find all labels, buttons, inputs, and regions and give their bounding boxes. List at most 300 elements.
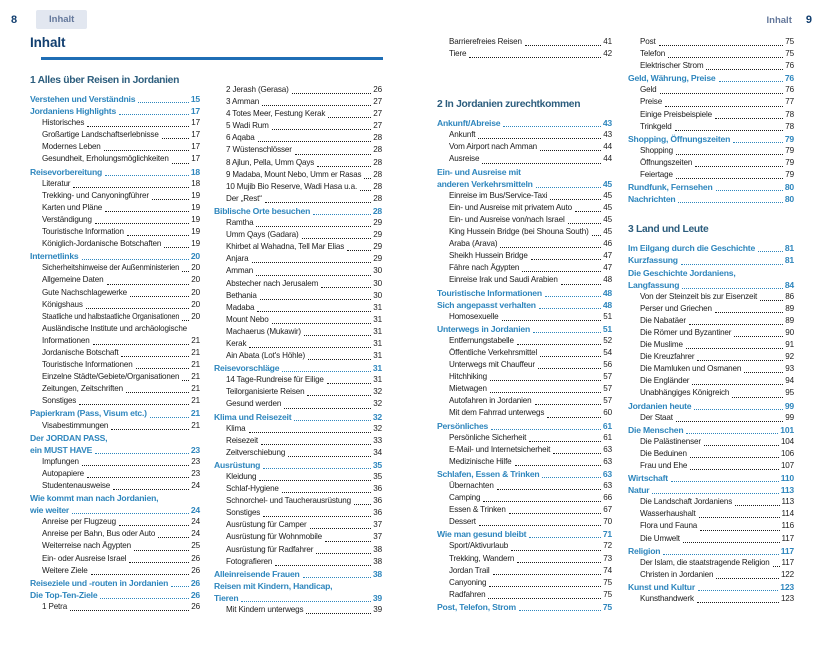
dot-leader: [288, 456, 371, 457]
dot-leader: [284, 408, 371, 409]
toc-label: Verstehen und Verständnis: [30, 94, 136, 104]
toc-entry-row: [30, 395, 200, 407]
dot-leader: [158, 537, 189, 538]
page-number: 107: [780, 461, 794, 470]
page-number: 23: [191, 456, 200, 466]
toc-label: Königlich-Jordanische Botschaften: [42, 239, 162, 249]
page-number: 23: [191, 468, 200, 478]
page-number: 43: [603, 130, 612, 140]
toc-label: Jordanische Botschaft: [42, 347, 119, 357]
dot-leader: [540, 150, 601, 151]
toc-entry-row: [628, 496, 794, 508]
toc-label: 1 Petra: [42, 601, 68, 611]
toc-label: Öffentliche Verkehrsmittel: [449, 347, 538, 357]
page-number: 31: [373, 326, 382, 336]
page-number: 76: [785, 61, 794, 71]
dot-leader: [735, 505, 779, 506]
page-number: 17: [191, 154, 200, 164]
toc-entry-row: [30, 117, 200, 129]
toc-entry-row: [628, 520, 794, 532]
toc-label: Reisezeit: [226, 435, 258, 445]
toc-section-row: [437, 420, 612, 432]
page-number: 26: [191, 553, 200, 563]
page-number: 57: [603, 372, 612, 382]
page-number: 24: [191, 529, 200, 539]
toc-entry-row: [214, 531, 382, 543]
toc-label: Die Kreuzfahrer: [640, 352, 695, 362]
toc-label: Alleinreisende Frauen: [214, 568, 300, 579]
toc-label: Die Beduinen: [640, 448, 687, 458]
toc-label: Preise: [640, 97, 663, 107]
toc-section-row: [30, 492, 200, 504]
toc-label: Kleidung: [226, 472, 257, 481]
toc-label: Ankunft/Abreise: [437, 118, 501, 129]
toc-entry-row: [214, 120, 382, 132]
toc-label: Die Mamluken und Osmanen: [640, 364, 742, 374]
page-number: 32: [372, 411, 382, 422]
dot-leader: [697, 360, 783, 361]
page-number: 21: [191, 420, 200, 430]
toc-label: Reisen mit Kindern, Handicap,: [214, 580, 333, 591]
page-number: 31: [373, 375, 382, 385]
toc-entry-row: [437, 383, 612, 395]
dot-leader: [252, 262, 372, 263]
dot-leader: [493, 574, 602, 575]
dot-leader: [282, 371, 371, 372]
right-runhead-label: Inhalt: [766, 15, 792, 26]
toc-label: Anjara: [226, 254, 249, 264]
page-number: 19: [191, 202, 200, 212]
dot-leader: [682, 288, 783, 289]
toc-entry-row: [628, 169, 794, 181]
toc-entry-row: [30, 383, 200, 395]
page-number: 63: [603, 481, 612, 490]
page-number: 44: [603, 142, 612, 152]
dot-leader: [126, 392, 189, 393]
toc-column-4: [628, 36, 794, 605]
page-number: 24: [190, 505, 200, 516]
toc-label: Die Geschichte Jordaniens,: [628, 267, 736, 278]
dot-leader: [82, 259, 189, 260]
toc-section-row: [628, 242, 794, 254]
toc-label: Kunsthandwerk: [640, 594, 694, 604]
toc-entry-row: [214, 471, 382, 483]
dot-leader: [272, 129, 372, 130]
toc-entry-row: [30, 601, 200, 613]
dot-leader: [263, 516, 371, 517]
dot-leader: [282, 492, 372, 493]
page-number: 117: [781, 533, 794, 543]
page-number: 28: [373, 157, 382, 167]
page-number: 43: [602, 118, 612, 129]
dot-leader: [93, 344, 190, 345]
page-number: 61: [603, 432, 612, 442]
toc-entry-row: [628, 96, 794, 108]
toc-label: Jordanien heute: [628, 400, 692, 411]
toc-label: Nachrichten: [628, 194, 676, 205]
page-number: 95: [785, 388, 794, 398]
page-number: 37: [373, 520, 382, 530]
toc-entry-row: [30, 129, 200, 141]
toc-entry-row: [214, 507, 382, 519]
dot-leader: [502, 320, 602, 321]
dot-leader: [308, 359, 371, 360]
toc-entry-row: [214, 350, 382, 362]
toc-entry-row: [30, 371, 200, 383]
toc-label: Anreise per Bahn, Bus oder Auto: [42, 529, 156, 539]
column-gap: [437, 60, 612, 80]
page-number: 35: [372, 459, 382, 470]
dot-leader: [364, 178, 371, 179]
toc-label: Ausrüstung für Radfahrer: [226, 544, 314, 554]
toc-label: Mietwagen: [449, 384, 487, 394]
dot-leader: [272, 323, 372, 324]
dot-leader: [706, 69, 783, 70]
toc-entry-row: [214, 338, 382, 350]
toc-entry-row: [628, 448, 794, 460]
dot-leader: [70, 610, 189, 611]
toc-label: Canyoning: [449, 577, 487, 587]
dot-leader: [675, 130, 784, 131]
toc-entry-row: [30, 274, 200, 286]
page-number: 101: [780, 424, 794, 435]
toc-entry-row: [30, 553, 200, 565]
toc-label: Jordan Trail: [449, 565, 490, 575]
dot-leader: [531, 259, 602, 260]
page-number: 78: [785, 121, 794, 131]
toc-entry-row: [30, 335, 200, 347]
page-number: 54: [603, 347, 612, 357]
toc-label: Sheikh Hussein Bridge: [449, 251, 528, 261]
toc-label: Post: [640, 37, 656, 46]
toc-entry-row: [628, 303, 794, 315]
page-number: 17: [191, 130, 200, 140]
page-number: 33: [373, 435, 382, 445]
toc-label: Ain Abata (Lot's Höhle): [226, 351, 306, 361]
dot-leader: [488, 598, 601, 599]
dot-leader: [82, 465, 189, 466]
dot-leader: [561, 284, 602, 285]
toc-label: Papierkram (Pass, Visum etc.): [30, 408, 147, 419]
toc-label: King Hussein Bridge (bei Shouna South): [449, 227, 589, 237]
dot-leader: [134, 550, 189, 551]
dot-leader: [347, 250, 371, 251]
toc-label: Feiertage: [640, 170, 673, 180]
toc-label: Trekking, Wandern: [449, 553, 515, 563]
toc-label: Informationen: [42, 335, 90, 345]
page-number: 21: [191, 384, 200, 394]
toc-label: Madaba: [226, 302, 255, 312]
toc-chapter-heading: 2 In Jordanien zurechtkommen: [437, 99, 581, 111]
toc-entry-row: [214, 169, 382, 181]
dot-leader: [127, 235, 189, 236]
toc-section-row: [214, 205, 382, 217]
toc-label: Flora und Fauna: [640, 521, 698, 531]
dot-leader: [699, 517, 780, 518]
page-number: 72: [603, 541, 612, 551]
toc-entry-row: [437, 492, 612, 504]
page-number: 19: [191, 227, 200, 237]
toc-label: Die Engländer: [640, 376, 690, 386]
toc-entry-row: [214, 84, 382, 96]
page-number: 57: [603, 396, 612, 406]
toc-column-1: [30, 74, 200, 613]
toc-entry-row: [30, 202, 200, 214]
page-number: 28: [373, 193, 382, 203]
toc-label: Tiere: [449, 49, 467, 59]
dot-leader: [328, 117, 371, 118]
dot-leader: [360, 190, 371, 191]
page-number: 29: [373, 242, 382, 252]
dot-leader: [686, 433, 778, 434]
dot-leader: [683, 542, 780, 543]
toc-section-row: [214, 568, 382, 580]
dot-leader: [478, 138, 601, 139]
page-number: 106: [780, 448, 794, 458]
dot-leader: [258, 141, 372, 142]
page-number: 45: [603, 214, 612, 224]
toc-entry-row: [30, 287, 200, 299]
toc-entry-row: [214, 302, 382, 314]
dot-leader: [490, 392, 602, 393]
toc-entry-row: [628, 157, 794, 169]
toc-label: Allgemeine Daten: [42, 275, 104, 285]
page-number: 34: [373, 447, 382, 457]
toc-entry-row: [437, 516, 612, 528]
toc-label: Modernes Leben: [42, 142, 101, 152]
dot-leader: [249, 347, 371, 348]
toc-label: Königshaus: [42, 299, 83, 309]
toc-label: Klima und Reisezeit: [214, 411, 292, 422]
toc-entry-row: [30, 323, 200, 335]
toc-label: Biblische Orte besuchen: [214, 205, 311, 216]
dot-leader: [542, 477, 600, 478]
page-number: 79: [785, 170, 794, 180]
dot-leader: [304, 335, 371, 336]
toc-column-3: [437, 36, 612, 613]
toc-label: Historisches: [42, 118, 85, 128]
toc-label: Touristische Informationen: [42, 360, 133, 370]
toc-label: 6 Aqaba: [226, 133, 255, 143]
page-number: 26: [191, 565, 200, 575]
toc-label: Vom Airport nach Amman: [449, 142, 538, 152]
toc-entry-row: [30, 540, 200, 552]
dot-leader: [744, 372, 783, 373]
dot-leader: [171, 586, 189, 587]
dot-leader: [689, 324, 783, 325]
page-number: 47: [603, 263, 612, 273]
toc-entry-row: [437, 250, 612, 262]
toc-entry-row: [628, 145, 794, 157]
page-number: 74: [603, 565, 612, 575]
dot-leader: [482, 163, 601, 164]
page-number: 31: [373, 338, 382, 348]
dot-leader: [491, 429, 601, 430]
toc-label: Abstecher nach Jerusalem: [226, 278, 319, 288]
toc-chapter-heading: 1 Alles über Reisen in Jordanien: [30, 75, 180, 86]
toc-entry-row: [214, 604, 382, 616]
toc-entry-row: [214, 435, 382, 447]
toc-section-row: [30, 407, 200, 419]
toc-entry-row: [437, 371, 612, 383]
dot-leader: [704, 445, 779, 446]
toc-entry-row: [214, 132, 382, 144]
dot-leader: [100, 598, 188, 599]
toc-entry-row: [437, 129, 612, 141]
toc-label: Sport/Aktivurlaub: [449, 541, 509, 551]
dot-leader: [275, 565, 371, 566]
toc-section-row: [437, 117, 612, 129]
page-number: 27: [373, 97, 382, 107]
toc-entry-row: [30, 311, 200, 323]
toc-label: 5 Wadi Rum: [226, 121, 269, 131]
toc-entry-row: [214, 217, 382, 229]
page-number: 36: [373, 496, 382, 506]
page-number: 81: [784, 243, 794, 254]
page-number: 70: [603, 517, 612, 527]
toc-label: Die Muslime: [640, 340, 683, 350]
page-number: 117: [780, 545, 794, 556]
dot-leader: [490, 380, 601, 381]
toc-label: Weitere Ziele: [42, 565, 88, 575]
page-number: 51: [603, 311, 612, 321]
toc-label: Großartige Landschaftserlebnisse: [42, 130, 159, 140]
toc-entry-row: [214, 181, 382, 193]
page-number: 26: [190, 589, 200, 600]
toc-label: Die Menschen: [628, 424, 684, 435]
dot-leader: [302, 238, 372, 239]
page-number: 57: [603, 384, 612, 394]
dot-leader: [545, 296, 601, 297]
page-number: 94: [785, 376, 794, 386]
dot-leader: [671, 481, 779, 482]
toc-label: Tieren: [214, 592, 239, 603]
toc-entry-row: [214, 398, 382, 410]
dot-leader: [294, 420, 370, 421]
dot-leader: [113, 489, 189, 490]
toc-entry-row: [437, 202, 612, 214]
toc-label: Schlaf-Hygiene: [226, 484, 279, 494]
toc-label: Geld: [640, 85, 657, 95]
toc-label: Wirtschaft: [628, 473, 668, 484]
toc-label: anderen Verkehrsmitteln: [437, 178, 533, 189]
toc-entry-row: [437, 238, 612, 250]
page-number: 37: [373, 532, 382, 542]
page-number: 35: [373, 472, 382, 481]
page-number: 45: [602, 178, 612, 189]
toc-entry-row: [437, 36, 612, 48]
toc-entry-row: [30, 262, 200, 274]
page-number: 21: [190, 408, 200, 419]
page-number: 29: [373, 254, 382, 264]
toc-entry-row: [30, 456, 200, 468]
toc-label: Essen & Trinken: [449, 505, 506, 515]
page-number: 32: [373, 423, 382, 433]
page-number: 104: [780, 436, 794, 446]
toc-label: Schlafen, Essen & Trinken: [437, 468, 540, 479]
page-number: 28: [373, 145, 382, 155]
dot-leader: [479, 525, 601, 526]
toc-label: 14 Tage-Rundreise für Eilige: [226, 375, 324, 385]
toc-entry-row: [628, 327, 794, 339]
page-number: 99: [784, 400, 794, 411]
dot-leader: [668, 57, 783, 58]
page-number: 51: [602, 323, 612, 334]
dot-leader: [511, 550, 601, 551]
toc-entry-row: [30, 528, 200, 540]
dot-leader: [676, 154, 783, 155]
dot-leader: [760, 300, 783, 301]
dot-leader: [663, 554, 778, 555]
toc-section-row: [437, 601, 612, 613]
dot-leader: [660, 93, 784, 94]
toc-label: Gesund werden: [226, 399, 282, 409]
dot-leader: [257, 311, 371, 312]
toc-entry-row: [437, 480, 612, 492]
dot-leader: [469, 57, 601, 58]
toc-label: Einreise Irak und Saudi Arabien: [449, 275, 558, 285]
dot-leader: [152, 199, 189, 200]
dot-leader: [773, 566, 780, 567]
toc-label: Persönliche Sicherheit: [449, 432, 527, 442]
page-number: 80: [784, 182, 794, 193]
page-number: 76: [784, 73, 794, 84]
page-number: 45: [603, 190, 612, 200]
page-number: 17: [191, 142, 200, 152]
page-number: 47: [603, 251, 612, 261]
page-number: 38: [373, 556, 382, 566]
dot-leader: [182, 380, 189, 381]
toc-label: Kerak: [226, 338, 247, 348]
page-number: 20: [191, 263, 200, 273]
dot-leader: [121, 356, 189, 357]
dot-leader: [182, 271, 189, 272]
dot-leader: [497, 489, 602, 490]
toc-section-row: [628, 400, 794, 412]
toc-entry-row: [437, 311, 612, 323]
toc-entry-row: [437, 395, 612, 407]
page-number: 79: [784, 133, 794, 144]
toc-entry-row: [437, 214, 612, 226]
dot-leader: [87, 477, 189, 478]
page-number: 117: [781, 557, 794, 567]
toc-label: 7 Wüstenschlösser: [226, 145, 292, 155]
dot-leader: [105, 211, 189, 212]
toc-entry-row: [214, 495, 382, 507]
page-number: 81: [784, 255, 794, 266]
dot-leader: [138, 102, 189, 103]
page-number: 17: [190, 106, 200, 117]
page-number: 26: [373, 85, 382, 94]
toc-entry-row: [628, 569, 794, 581]
toc-label: Telefon: [640, 49, 666, 59]
page-number: 19: [191, 190, 200, 200]
dot-leader: [256, 226, 371, 227]
dot-leader: [690, 457, 779, 458]
dot-leader: [105, 175, 189, 176]
page-number: 20: [191, 299, 200, 309]
toc-section-row: [214, 411, 382, 423]
toc-label: Ausrüstung für Wohnmobile: [226, 532, 322, 542]
dot-leader: [292, 93, 372, 94]
toc-entry-row: [30, 347, 200, 359]
page-number: 123: [780, 581, 794, 592]
toc-entry-row: [628, 84, 794, 96]
toc-label: Reisevorbereitung: [30, 166, 103, 177]
page-number: 17: [191, 118, 200, 128]
toc-label: Visabestimmungen: [42, 420, 109, 430]
dot-leader: [313, 214, 371, 215]
